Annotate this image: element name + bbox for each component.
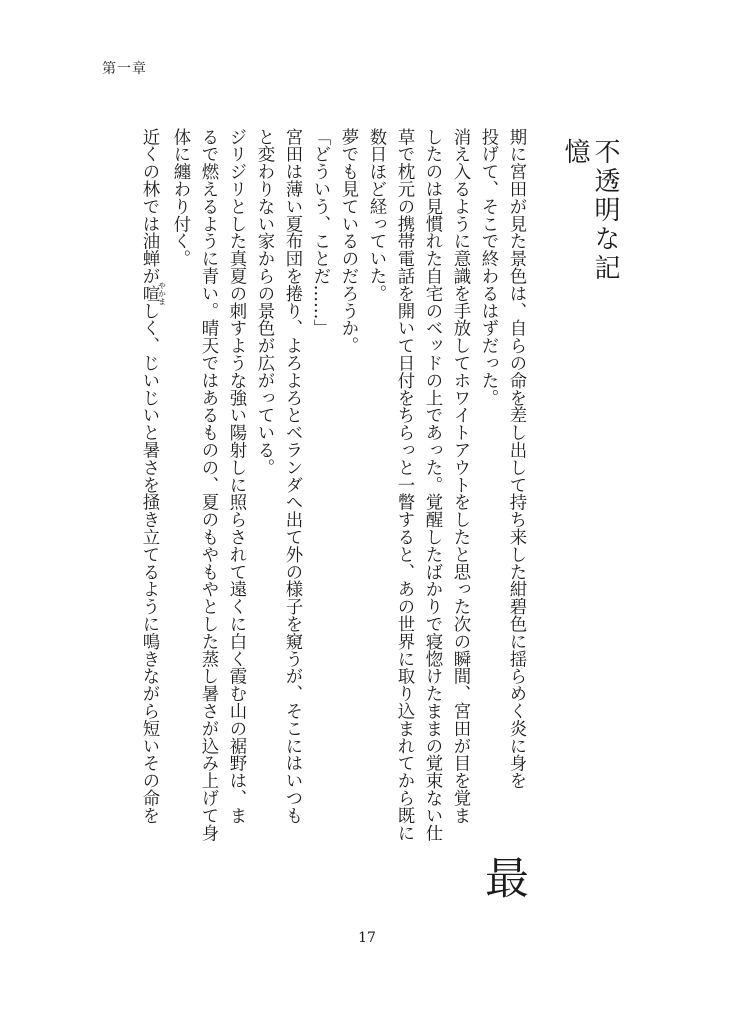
text-line: るで燃えるように青い。晴天ではあるものの、夏のもやもやとした蒸し暑さが込み上げて身 (198, 128, 218, 842)
chapter-title: 不透明な記憶 (560, 138, 620, 283)
text-line: 草で枕元の携帯電話を開いて日付をちらっと一瞥すると、あの世界に取り込まれてから既に (394, 128, 414, 842)
text-line: 「どういう、ことだ……」 (310, 128, 330, 337)
ruby-word (139, 281, 167, 306)
ruby-base: 喧 (139, 281, 159, 306)
body-text (100, 128, 530, 903)
text-line: 消え入るように意識を手放してホワイトアウトをしたと思った次の瞬間、宮田が目を覚ま (450, 128, 470, 824)
text-line: 夢でも見ているのだろうか。 (338, 128, 358, 355)
text-line: 体に纏わり付く。 (170, 128, 190, 268)
running-header: 第一章 (102, 61, 147, 77)
text-line: 宮田は薄い夏布団を捲り、よろよろとベランダへ出て外の様子を窺うが、そこにはいつも (282, 128, 302, 824)
drop-cap: 最 (477, 855, 528, 899)
ruby-reading: やかま (157, 281, 167, 306)
text-line (135, 128, 166, 903)
text-line: ジリジリとした真夏の刺すような強い陽射しに照らされて遠くに白く霞む山の裾野は、ま (226, 128, 246, 824)
text-line: したのは見慣れた自宅のベッドの上であった。覚醒したばかりで寝惚けたままの覚束ない仕 (422, 128, 442, 842)
text-line-rest: 期に宮田が見た景色は、自らの命を差し出して持ち来した紺碧色に揺らめく炎に身を (506, 128, 526, 790)
page-number: 17 (358, 930, 376, 946)
text-segment: 近くの林では油蝉が (139, 128, 159, 285)
text-line: 数日ほど経っていた。 (366, 128, 386, 302)
text-line: 投げて、そこで終わるはずだった。 (478, 128, 498, 407)
text-segment: しく、じいじいと暑さを掻き立てるように鳴きながら短いその命を (139, 302, 159, 825)
text-line: と変わりない家からの景色が広がっている。 (254, 128, 274, 476)
